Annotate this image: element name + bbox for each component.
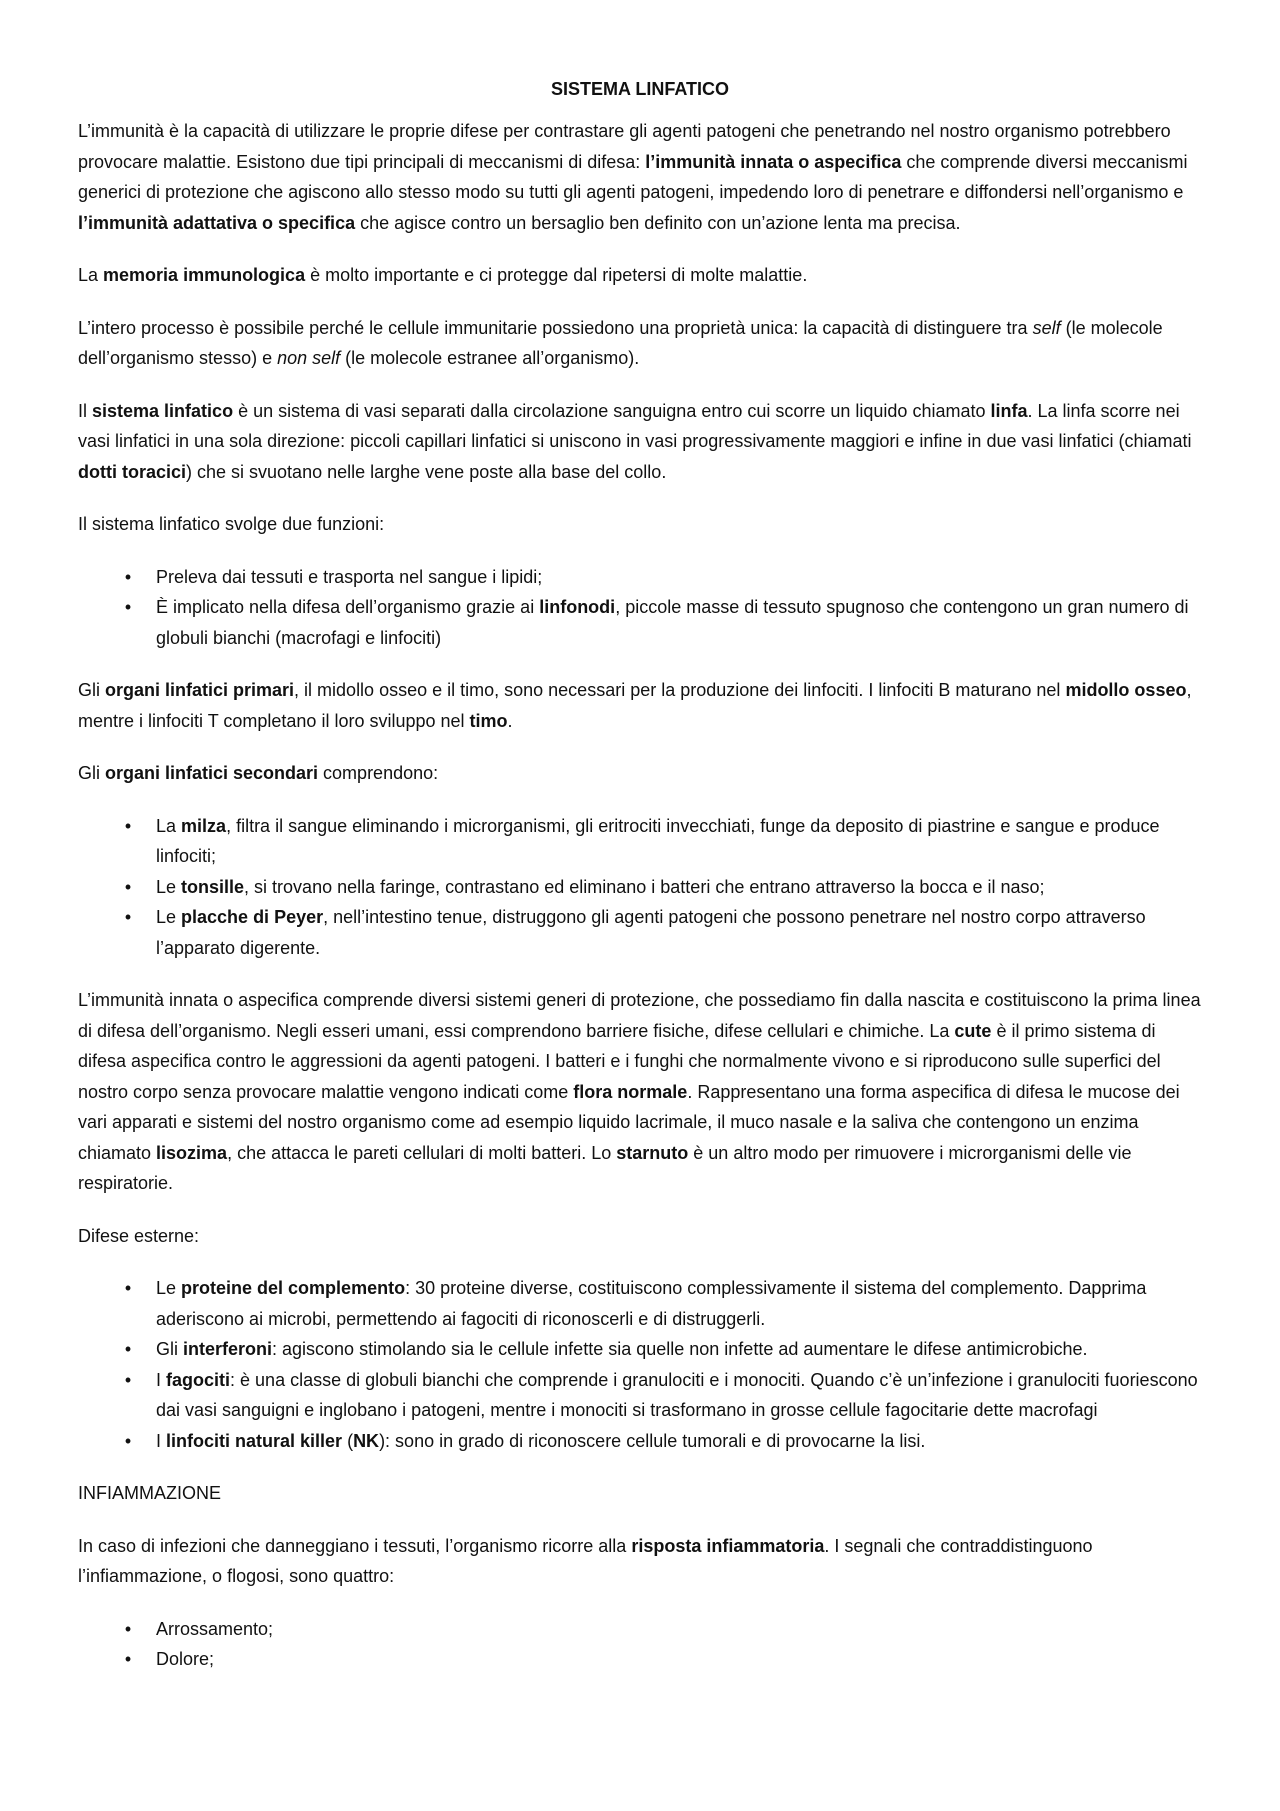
bullet-icon: • [124, 907, 132, 927]
bold-term: placche di Peyer [181, 907, 324, 927]
list-item [78, 1334, 1202, 1365]
list-item [78, 872, 1202, 903]
bold-term: organi linfatici secondari [105, 763, 319, 783]
bold-term: interferoni [183, 1339, 273, 1359]
lymph-system-paragraph [78, 396, 1202, 488]
list-item [78, 1426, 1202, 1457]
bold-term: sistema linfatico [92, 400, 234, 421]
text: . La linfa scorre nei vasi linfatici in una sola direzione: piccoli capillari linfatici si uniscono in vasi progressivamente maggiori e infine in due vasi linfatici (chiamati [78, 400, 1192, 451]
text: , il midollo osseo e il timo, sono necessari per la produzione dei linfociti. I linfociti B maturano nel [294, 680, 1066, 700]
bullet-icon: • [124, 1649, 132, 1669]
text: Il [78, 400, 93, 421]
bold-term: linfociti natural killer [166, 1430, 343, 1451]
text: Gli [78, 763, 105, 783]
external-defenses-list [78, 1273, 1202, 1456]
text: I [156, 1369, 167, 1390]
text: (le molecole dell’organismo stesso) e [78, 317, 1163, 368]
bold-term: proteine del complemento [181, 1278, 406, 1298]
secondary-organs-intro [78, 758, 1202, 789]
inflammation-paragraph [78, 1531, 1202, 1592]
bullet-icon: • [124, 1618, 132, 1639]
list-item [78, 902, 1202, 963]
text: È implicato nella difesa dell’organismo grazie ai [156, 597, 540, 617]
text: La [156, 815, 182, 836]
list-item [78, 562, 1202, 593]
bold-term: tonsille [181, 876, 245, 897]
bold-term: organi linfatici primari [105, 680, 295, 700]
text: Gli [156, 1339, 183, 1359]
text: che comprende diversi meccanismi generici di protezione che agiscono allo stesso modo su tutti gli agenti patogeni, impedendo loro di penetrare e diffondersi nell’organismo e [78, 151, 1188, 202]
primary-organs-paragraph [78, 675, 1202, 736]
text: L’immunità è la capacità di utilizzare le proprie difese per contrastare gli agenti patogeni che penetrando nel nostro organismo potrebbero provocare malattie. Esistono due tipi principali di meccanismi di difesa: [78, 121, 1171, 172]
text: : agiscono stimolando sia le cellule infette sia quelle non infette ad aumentare le difese antimicrobiche. [272, 1339, 1088, 1359]
text: : è una classe di globuli bianchi che comprende i granulociti e i monociti. Quando c’è un’infezione i granulociti fuoriescono dai vasi sanguigni e inglobano i patogeni, mentre i monociti si trasformano in grosse cellule fagocitarie dette macrofagi [156, 1369, 1198, 1420]
text: (le molecole estranee all’organismo). [340, 348, 640, 368]
text: che agisce contro un bersaglio ben definito con un’azione lenta ma precisa. [355, 212, 961, 233]
bullet-icon: • [124, 1278, 132, 1298]
bold-term: dotti toracici [78, 461, 187, 482]
bold-term: fagociti [166, 1369, 231, 1390]
bold-term: timo [469, 710, 508, 731]
list-item [78, 1273, 1202, 1334]
text: è un sistema di vasi separati dalla circolazione sanguigna entro cui scorre un liquido chiamato [233, 400, 991, 421]
italic-term: self [1032, 317, 1061, 338]
bullet-icon: • [124, 1430, 132, 1451]
text: Dolore; [156, 1649, 215, 1669]
text: Preleva dai tessuti e trasporta nel sangue i lipidi; [156, 566, 543, 587]
functions-list [78, 562, 1202, 654]
text: In caso di infezioni che danneggiano i tessuti, l’organismo ricorre alla [78, 1535, 632, 1556]
bold-term: starnuto [616, 1142, 689, 1163]
bold-term: risposta infiammatoria [631, 1535, 825, 1556]
section-heading-inflammation: INFIAMMAZIONE [78, 1483, 221, 1503]
bold-term: l’immunità adattativa o specifica [78, 212, 356, 233]
bold-term: l’immunità innata o aspecifica [645, 151, 902, 172]
bullet-icon: • [124, 876, 132, 897]
text: , che attacca le pareti cellulari di molti batteri. Lo [227, 1142, 617, 1163]
text: : 30 proteine diverse, costituiscono complessivamente il sistema del complemento. Dapprima aderiscono ai microbi, permettendo ai fagociti di riconoscerli e di distruggerli. [156, 1278, 1147, 1329]
bold-term: milza [181, 815, 227, 836]
inflammation-signs-list [78, 1614, 1202, 1675]
bullet-icon: • [124, 597, 132, 617]
bullet-icon: • [124, 1339, 132, 1359]
text: è un altro modo per rimuovere i microrganismi delle vie respiratorie. [78, 1142, 1132, 1193]
list-item [78, 592, 1202, 653]
text: La [78, 265, 104, 285]
bullet-icon: • [124, 1369, 132, 1390]
text: Le [156, 876, 182, 897]
text: è molto importante e ci protegge dal ripetersi di molte malattie. [305, 265, 808, 285]
list-item [78, 1644, 1202, 1675]
bold-term: flora normale [573, 1081, 688, 1102]
innate-immunity-paragraph [78, 985, 1202, 1199]
list-item [78, 1614, 1202, 1645]
text: Le [156, 907, 182, 927]
italic-term: non self [277, 348, 341, 368]
list-item [78, 1365, 1202, 1426]
text: Gli [78, 680, 105, 700]
intro-paragraph [78, 116, 1202, 238]
bold-term: midollo osseo [1065, 680, 1187, 700]
text: Le [156, 1278, 182, 1298]
text: . I segnali che contraddistinguono l’infiammazione, o flogosi, sono quattro: [78, 1535, 1093, 1586]
self-paragraph [78, 313, 1202, 374]
bullet-icon: • [124, 566, 132, 587]
text: L’intero processo è possibile perché le cellule immunitarie possiedono una proprietà unica: la capacità di distinguere tra [78, 317, 1033, 338]
text: comprendono: [318, 763, 439, 783]
external-defenses-intro: Difese esterne: [78, 1225, 200, 1246]
text: , piccole masse di tessuto spugnoso che contengono un gran numero di globuli bianchi (macrofagi e linfociti) [156, 597, 1189, 648]
text: , filtra il sangue eliminando i microrganismi, gli eritrociti invecchiati, funge da deposito di piastrine e sangue e produce linfociti; [156, 815, 1160, 866]
bold-term: lisozima [156, 1142, 228, 1163]
text: , mentre i linfociti T completano il loro sviluppo nel [78, 680, 1192, 731]
secondary-organs-list [78, 811, 1202, 964]
text: . Rappresentano una forma aspecifica di difesa le mucose dei vari apparati e sistemi del nostro organismo come ad esempio liquido lacrimale, il muco nasale e la saliva che contengono un enzima chiamato [78, 1081, 1180, 1163]
bold-term: linfa [990, 400, 1028, 421]
document-title: SISTEMA LINFATICO [551, 79, 729, 99]
text: ( [342, 1430, 354, 1451]
bold-term: linfonodi [539, 597, 616, 617]
text: L’immunità innata o aspecifica comprende diversi sistemi generi di protezione, che possediamo fin dalla nascita e costituiscono la prima linea di difesa dell’organismo. Negli esseri umani, essi comprendono barriere fisiche, difese cellulari e chimiche. La [78, 990, 1201, 1041]
text: Arrossamento; [156, 1618, 274, 1639]
list-item [78, 811, 1202, 872]
text: , si trovano nella faringe, contrastano ed eliminano i batteri che entrano attraverso la bocca e il naso; [244, 876, 1045, 897]
functions-intro: Il sistema linfatico svolge due funzioni: [78, 514, 385, 534]
memory-paragraph [78, 260, 1202, 291]
bullet-icon: • [124, 815, 132, 836]
text: I [156, 1430, 167, 1451]
text: , nell’intestino tenue, distruggono gli agenti patogeni che possono penetrare nel nostro corpo attraverso l’apparato digerente. [156, 907, 1146, 958]
text: . [507, 710, 513, 731]
text: ) che si svuotano nelle larghe vene poste alla base del collo. [186, 461, 667, 482]
bold-term: memoria immunologica [103, 265, 306, 285]
bold-term: NK [353, 1430, 380, 1451]
bold-term: cute [954, 1020, 992, 1041]
text: è il primo sistema di difesa aspecifica contro le aggressioni da agenti patogeni. I batteri e i funghi che normalmente vivono e si riproducono sulle superfici del nostro corpo senza provocare malattie vengono indicati come [78, 1020, 1161, 1102]
text: ): sono in grado di riconoscere cellule tumorali e di provocarne la lisi. [379, 1430, 926, 1451]
